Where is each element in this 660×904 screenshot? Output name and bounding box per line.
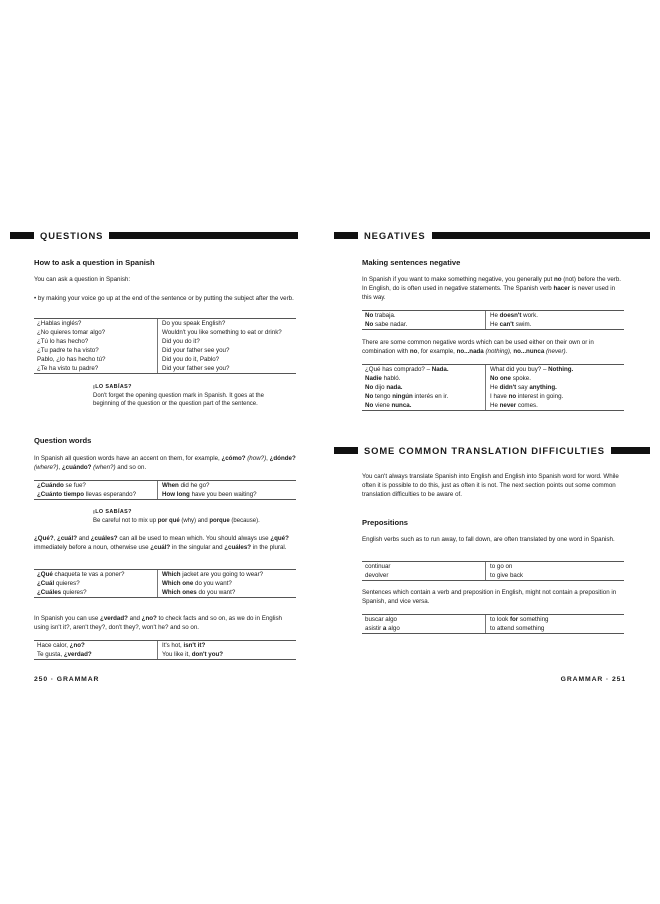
text: Which — [162, 571, 181, 578]
table-row — [362, 571, 624, 580]
text: ¿cuándo? — [61, 464, 92, 471]
spanish-cell — [362, 383, 486, 392]
text: chaqueta te vas a poner? — [52, 571, 125, 578]
text: do you want? — [193, 580, 232, 587]
english-cell — [486, 311, 538, 320]
spanish-cell — [34, 650, 158, 659]
text: ¿Cuáles — [37, 589, 62, 596]
how-to-ask-intro: You can ask a question in Spanish: — [34, 276, 131, 283]
text: ¿Qué — [37, 571, 53, 578]
text: He — [490, 384, 500, 391]
text: trabaja. — [373, 312, 396, 319]
text: no — [409, 348, 418, 355]
english-cell: to give back — [490, 572, 524, 579]
text: anything. — [529, 384, 557, 391]
text: sabe nadar. — [373, 321, 408, 328]
text: algo — [386, 625, 400, 632]
spanish-cell — [362, 624, 486, 633]
text: When — [162, 482, 179, 489]
text: to look — [490, 616, 510, 623]
text: quieres? — [54, 580, 80, 587]
text: ¿Qué? — [34, 535, 54, 542]
table-row — [362, 374, 624, 383]
spanish-cell: devolver — [362, 571, 486, 580]
text: is never used in this way. — [362, 285, 616, 301]
spanish-cell — [34, 490, 158, 499]
text: No — [365, 321, 374, 328]
text: He — [490, 312, 500, 319]
table-row — [34, 579, 296, 588]
text: in the plural. — [251, 544, 287, 551]
spanish-cell — [362, 392, 486, 401]
text: (nothing), — [483, 348, 514, 355]
english-cell — [158, 490, 257, 499]
spanish-cell: ¿Tú lo has hecho? — [34, 337, 158, 346]
spanish-cell: ¿Tu padre te ha visto? — [34, 346, 158, 355]
tip-note-question-mark — [93, 383, 289, 409]
text: ¿verdad? — [63, 651, 92, 658]
text: Te gusta, — [37, 651, 64, 658]
text: por qué — [157, 517, 180, 524]
section-title: NEGATIVES — [364, 229, 426, 241]
english-cell — [158, 650, 223, 659]
table-row — [34, 364, 296, 373]
table-row — [362, 311, 624, 320]
text: No — [365, 312, 374, 319]
text: ¿no? — [141, 615, 157, 622]
table-row — [34, 355, 296, 364]
text: dijo — [373, 384, 387, 391]
table-row — [34, 481, 296, 490]
text: (how?) — [247, 455, 267, 462]
text: no...nada — [456, 348, 484, 355]
making-negative-intro — [362, 275, 624, 302]
text: , for example, — [417, 348, 457, 355]
table-row — [34, 319, 296, 328]
table-row — [362, 365, 624, 374]
section-bar-right — [432, 232, 650, 239]
text: ¿no? — [69, 642, 85, 649]
section-bar-left — [10, 232, 34, 239]
english-cell: Wouldn't you like something to eat or drink? — [162, 329, 282, 336]
spanish-cell — [34, 641, 158, 650]
text: can't — [499, 321, 514, 328]
tip-heading: ¡LO SABÍAS? — [93, 509, 132, 515]
text: say — [516, 384, 530, 391]
text: What did you buy? – — [490, 366, 549, 373]
negative-examples-table — [362, 310, 624, 330]
which-table — [34, 569, 296, 598]
text: never — [499, 402, 517, 409]
table-row — [362, 401, 624, 410]
section-bar-right — [611, 447, 650, 454]
text: (never). — [544, 348, 568, 355]
table-row — [34, 641, 296, 650]
section-bar-left — [334, 232, 358, 239]
spanish-cell: ¿Hablas inglés? — [34, 319, 158, 328]
text: isn't it? — [183, 642, 206, 649]
text: In Spanish if you want to make something negative, you generally put — [362, 276, 554, 283]
text: interest in going. — [516, 393, 564, 400]
english-cell: Did you do it, Pablo? — [162, 356, 220, 363]
section-title: SOME COMMON TRANSLATION DIFFICULTIES — [364, 444, 605, 456]
text: ningún — [392, 393, 413, 400]
text: ¿cuál? — [57, 535, 77, 542]
text: work. — [521, 312, 538, 319]
spanish-cell — [362, 365, 486, 374]
text: ¿cuáles? — [90, 535, 118, 542]
questions-section-header — [10, 228, 298, 242]
making-negative-heading: Making sentences negative — [362, 258, 461, 267]
text: in the singular and — [170, 544, 225, 551]
question-words-heading: Question words — [34, 436, 92, 445]
table-row — [362, 562, 624, 571]
text: How long — [162, 491, 190, 498]
text: ¿cómo? — [221, 455, 246, 462]
tip-note-por-que — [93, 508, 293, 525]
english-cell: Did your father see you? — [162, 365, 230, 372]
text: spoke. — [510, 375, 531, 382]
how-to-ask-heading: How to ask a question in Spanish — [34, 258, 155, 267]
verdad-paragraph — [34, 614, 296, 632]
english-cell: Did you do it? — [162, 338, 200, 345]
english-cell: Did your father see you? — [162, 347, 230, 354]
text: tengo — [373, 393, 393, 400]
english-cell — [486, 383, 557, 392]
text: don't you? — [191, 651, 224, 658]
text: porque — [209, 517, 230, 524]
text: quieres? — [61, 589, 87, 596]
text: for — [509, 616, 519, 623]
text: no — [553, 276, 562, 283]
text: habló. — [381, 375, 401, 382]
question-words-table — [34, 480, 296, 500]
tip-text: Don't forget the opening question mark in Spanish. It goes at the beginning of the question or the question part of the sentence. — [93, 392, 264, 408]
text: a — [382, 625, 387, 632]
table-row — [34, 337, 296, 346]
que-cual-paragraph: ¿Qué?, ¿cuál? and ¿cuáles? can all be used to mean which. You should always use ¿qué? immediately before a noun, otherwise use ¿cuál? in the singular and ¿cuáles? in the plural. — [34, 535, 289, 551]
tag-question-table — [34, 640, 296, 660]
english-cell: to go on — [490, 563, 513, 570]
text: can all be used to mean which. You should always use — [117, 535, 271, 542]
text: llevas esperando? — [84, 491, 137, 498]
text: ¿Cuál — [37, 580, 55, 587]
text: Hace calor, — [37, 642, 70, 649]
text: do you want? — [196, 589, 236, 596]
text: to check facts and so on, as we do in English using isn't it?, aren't they?, don't they?, won't he? and so on. — [34, 615, 282, 631]
english-cell — [486, 392, 563, 401]
left-page-footer: 250 · GRAMMAR — [34, 676, 100, 683]
spanish-cell: ¿No quieres tomar algo? — [34, 328, 158, 337]
text: (because). — [229, 517, 260, 524]
text: No — [365, 384, 374, 391]
table-row — [34, 570, 296, 579]
table-row — [34, 650, 296, 659]
translation-section-header — [334, 443, 650, 457]
text: There are some common negative words which can be used either on their own or in combination with — [362, 339, 594, 355]
text: nada. — [386, 384, 403, 391]
text: Be careful not to mix up — [93, 517, 158, 524]
right-page-footer: GRAMMAR · 251 — [560, 676, 626, 683]
text: I have — [490, 393, 509, 400]
text: hacer — [553, 285, 570, 292]
spanish-cell — [34, 579, 158, 588]
table-row — [34, 588, 296, 597]
text: ¿dónde? — [269, 455, 296, 462]
english-cell — [158, 579, 232, 588]
text: ¿Qué has comprado? – — [365, 366, 432, 373]
text: (not) before the verb. In English, do is often used in negative statements. The Spanish verb — [362, 276, 622, 292]
table-row — [362, 392, 624, 401]
text: did he go? — [178, 482, 210, 489]
spanish-cell — [34, 481, 158, 490]
text: ¿Cuánto tiempo — [37, 491, 85, 498]
text: and so on. — [117, 464, 147, 471]
table-row — [34, 346, 296, 355]
text: (why) and — [179, 517, 210, 524]
section-bar-right — [109, 232, 298, 239]
text: Nadie — [365, 375, 382, 382]
negatives-section-header — [334, 228, 650, 242]
prepositions-heading: Prepositions — [362, 518, 408, 527]
text: ¿verdad? — [100, 615, 128, 622]
english-cell — [158, 481, 209, 490]
english-cell: to attend something — [490, 625, 545, 632]
text: ¿Cuándo — [37, 482, 64, 489]
table-row — [34, 490, 296, 499]
english-cell — [486, 365, 573, 374]
english-cell: Do you speak English? — [162, 320, 226, 327]
spanish-cell: continuar — [362, 562, 486, 571]
text: No — [365, 393, 374, 400]
text: nunca. — [391, 402, 412, 409]
english-cell — [158, 570, 263, 579]
text: ¿qué? — [270, 535, 289, 542]
text: doesn't — [499, 312, 522, 319]
text: (where?) — [34, 464, 59, 471]
section-title: QUESTIONS — [40, 229, 104, 241]
how-to-ask-bullet: • by making your voice go up at the end of the sentence or by putting the subject after the verb. — [34, 295, 294, 302]
text: Which ones — [162, 589, 197, 596]
text: something — [518, 616, 549, 623]
text: No — [365, 402, 374, 409]
question-words-intro: In Spanish all question words have an accent on them, for example, ¿cómo? (how?), ¿dónde? (where?), ¿cuándo? (when?) and so on. — [34, 455, 296, 471]
spanish-cell: ¿Te ha visto tu padre? — [34, 364, 158, 373]
english-cell — [486, 374, 531, 383]
text: Which one — [162, 580, 194, 587]
section-bar-left — [334, 447, 358, 454]
text: He — [490, 402, 500, 409]
english-cell — [486, 615, 548, 624]
text: and — [127, 615, 142, 622]
table-row — [34, 328, 296, 337]
text: immediately before a noun, otherwise use — [34, 544, 151, 551]
text: no — [508, 393, 517, 400]
text: comes. — [516, 402, 538, 409]
text: ¿cuáles? — [224, 544, 252, 551]
text: have you been waiting? — [189, 491, 257, 498]
table-row — [362, 383, 624, 392]
english-cell — [486, 401, 538, 410]
question-examples-table — [34, 318, 296, 374]
table-row — [362, 615, 624, 624]
text: asistir — [365, 625, 383, 632]
spanish-cell — [362, 401, 486, 410]
text: In Spanish all question words have an accent on them, for example, — [34, 455, 222, 462]
text: ¿cuál? — [150, 544, 171, 551]
tip-text — [93, 517, 293, 526]
english-cell — [486, 320, 531, 329]
text: No one — [490, 375, 511, 382]
preposition-table — [362, 614, 624, 634]
text: jacket are you going to wear? — [180, 571, 264, 578]
text: swim. — [513, 321, 532, 328]
tip-heading: ¡LO SABÍAS? — [93, 384, 132, 390]
spanish-cell: buscar algo — [362, 615, 486, 624]
text: Nada. — [431, 366, 449, 373]
text: no...nunca — [513, 348, 545, 355]
text: se fue? — [63, 482, 86, 489]
text: It's hot, — [162, 642, 184, 649]
spanish-cell — [34, 588, 158, 597]
text: He — [490, 321, 500, 328]
negative-words-paragraph — [362, 338, 624, 356]
preposition-paragraph: Sentences which contain a verb and preposition in English, might not contain a preposition in Spanish, and vice versa. — [362, 589, 617, 605]
text: interés en ir. — [412, 393, 449, 400]
text: didn't — [499, 384, 517, 391]
spanish-cell — [362, 320, 486, 329]
spanish-cell: Pablo, ¿lo has hecho tú? — [34, 355, 158, 364]
table-row — [362, 320, 624, 329]
spanish-cell — [362, 374, 486, 383]
text: In Spanish you can use — [34, 615, 101, 622]
translation-intro: You can't always translate Spanish into English and English into Spanish word for word. While often it is possible to do this, just as often it is not. The next section points out some common translation difficulties to be aware of. — [362, 473, 619, 498]
text: (when?) — [93, 464, 116, 471]
text: You like it, — [162, 651, 192, 658]
table-row — [362, 624, 624, 633]
spanish-cell — [34, 570, 158, 579]
one-word-verbs-table — [362, 561, 624, 581]
spanish-cell — [362, 311, 486, 320]
text: Nothing. — [548, 366, 574, 373]
negative-words-table — [362, 364, 624, 411]
english-cell — [158, 588, 235, 597]
english-cell — [158, 641, 205, 650]
prepositions-intro: English verbs such as to run away, to fall down, are often translated by one word in Spanish. — [362, 536, 615, 543]
text: viene — [373, 402, 392, 409]
